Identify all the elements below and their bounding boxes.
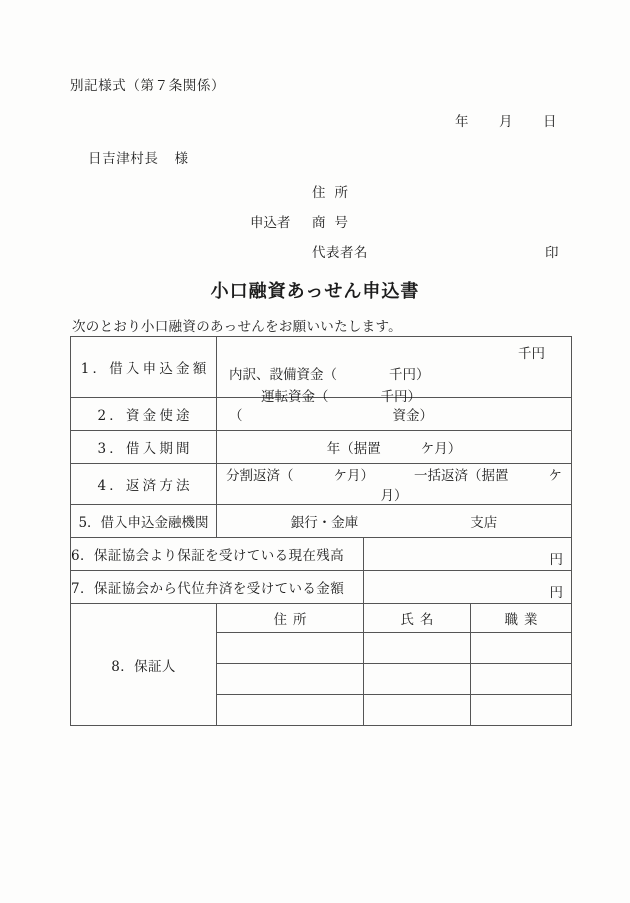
row1-label: 1．借入申込金額 (71, 337, 217, 398)
table-row-loan-amount (71, 337, 572, 398)
date-line (455, 110, 557, 130)
row3-value-cell (217, 431, 572, 464)
guarantor-occupation-cell[interactable] (471, 695, 572, 726)
row4-option-installment: 分割返済（ (226, 468, 294, 484)
form-code: 別記様式（第７条関係） (70, 78, 226, 94)
row4-label: 4．返済方法 (71, 464, 217, 505)
row6-label: 6．保証協会より保証を受けている現在残高 (71, 538, 364, 571)
row2-open-paren: （ (229, 408, 243, 424)
row6-value-cell (364, 538, 572, 571)
guarantor-occupation-cell[interactable] (471, 633, 572, 664)
row3-unit: ケ月） (420, 441, 462, 457)
row5-label: 5．借入申込金融機関 (71, 505, 217, 538)
row1-value-cell (217, 337, 572, 405)
guarantor-name-cell[interactable] (364, 664, 471, 695)
row7-label: 7．保証協会から代位弁済を受けている金額 (71, 571, 364, 604)
row2-value: 資金） (392, 408, 433, 424)
table-row-loan-period (71, 431, 572, 464)
addressee (88, 147, 189, 167)
date-month-label: 月 (499, 114, 513, 130)
row5-value-cell (217, 505, 572, 538)
row2-label: 2．資金使途 (71, 398, 217, 431)
row1-breakdown-working: 運転資金（ 千円） (261, 389, 421, 405)
table-row-financial-institution (71, 505, 572, 538)
guarantor-address-cell[interactable] (217, 695, 364, 726)
guarantor-occupation-cell[interactable] (471, 664, 572, 695)
guarantor-name-cell[interactable] (364, 695, 471, 726)
row3-label: 3．借入期間 (71, 431, 217, 464)
row4-option-lump: 一括返済（据置 (414, 468, 509, 484)
guarantor-header-row (71, 604, 572, 633)
date-day-label: 日 (543, 114, 557, 130)
row7-unit: 円 (549, 585, 564, 601)
row8-label: 8．保証人 (71, 604, 217, 726)
guarantor-col-occupation: 職業 (471, 604, 572, 633)
applicant-tag: 申込者 (250, 215, 291, 231)
row4-option-lump-unit: ケ月） (380, 468, 562, 504)
row1-breakdown-equipment: 内訳、設備資金（ 千円） (229, 367, 430, 383)
guarantor-address-cell[interactable] (217, 664, 364, 695)
row1-unit: 千円 (518, 346, 546, 362)
row5-bank: 銀行・金庫 (290, 515, 359, 531)
addressee-name: 日吉津村長 (88, 151, 159, 167)
row4-option-installment-unit: ケ月） (333, 468, 374, 484)
row5-branch: 支店 (470, 515, 498, 531)
applicant-representative-row (250, 238, 559, 268)
page-title: 小口融資あっせん申込書 (210, 281, 420, 302)
guarantor-name-cell[interactable] (364, 633, 471, 664)
guarantor-address-cell[interactable] (217, 633, 364, 664)
lead-sentence: 次のとおり小口融資のあっせんをお願いいたします。 (72, 319, 402, 335)
addressee-honorific: 様 (174, 151, 189, 167)
table-row-guarantee-balance (71, 538, 572, 571)
row4-value-cell (217, 464, 572, 505)
application-table (70, 336, 572, 726)
table-row-repayment-method (71, 464, 572, 505)
applicant-tradename-label: 商号 (312, 215, 357, 231)
guarantor-col-address: 住所 (217, 604, 364, 633)
applicant-address-row (250, 178, 368, 208)
row3-value: 年（据置 (326, 441, 381, 457)
date-year-label: 年 (455, 114, 469, 130)
row6-unit: 円 (549, 552, 564, 568)
row7-value-cell (364, 571, 572, 604)
table-row-subrogation-amount (71, 571, 572, 604)
applicant-representative-label: 代表者名 (312, 245, 368, 261)
applicant-block (250, 178, 559, 268)
guarantor-col-name: 氏名 (364, 604, 471, 633)
applicant-address-label: 住所 (312, 185, 357, 201)
applicant-tradename-row (250, 208, 368, 238)
seal-mark: 印 (545, 245, 559, 261)
